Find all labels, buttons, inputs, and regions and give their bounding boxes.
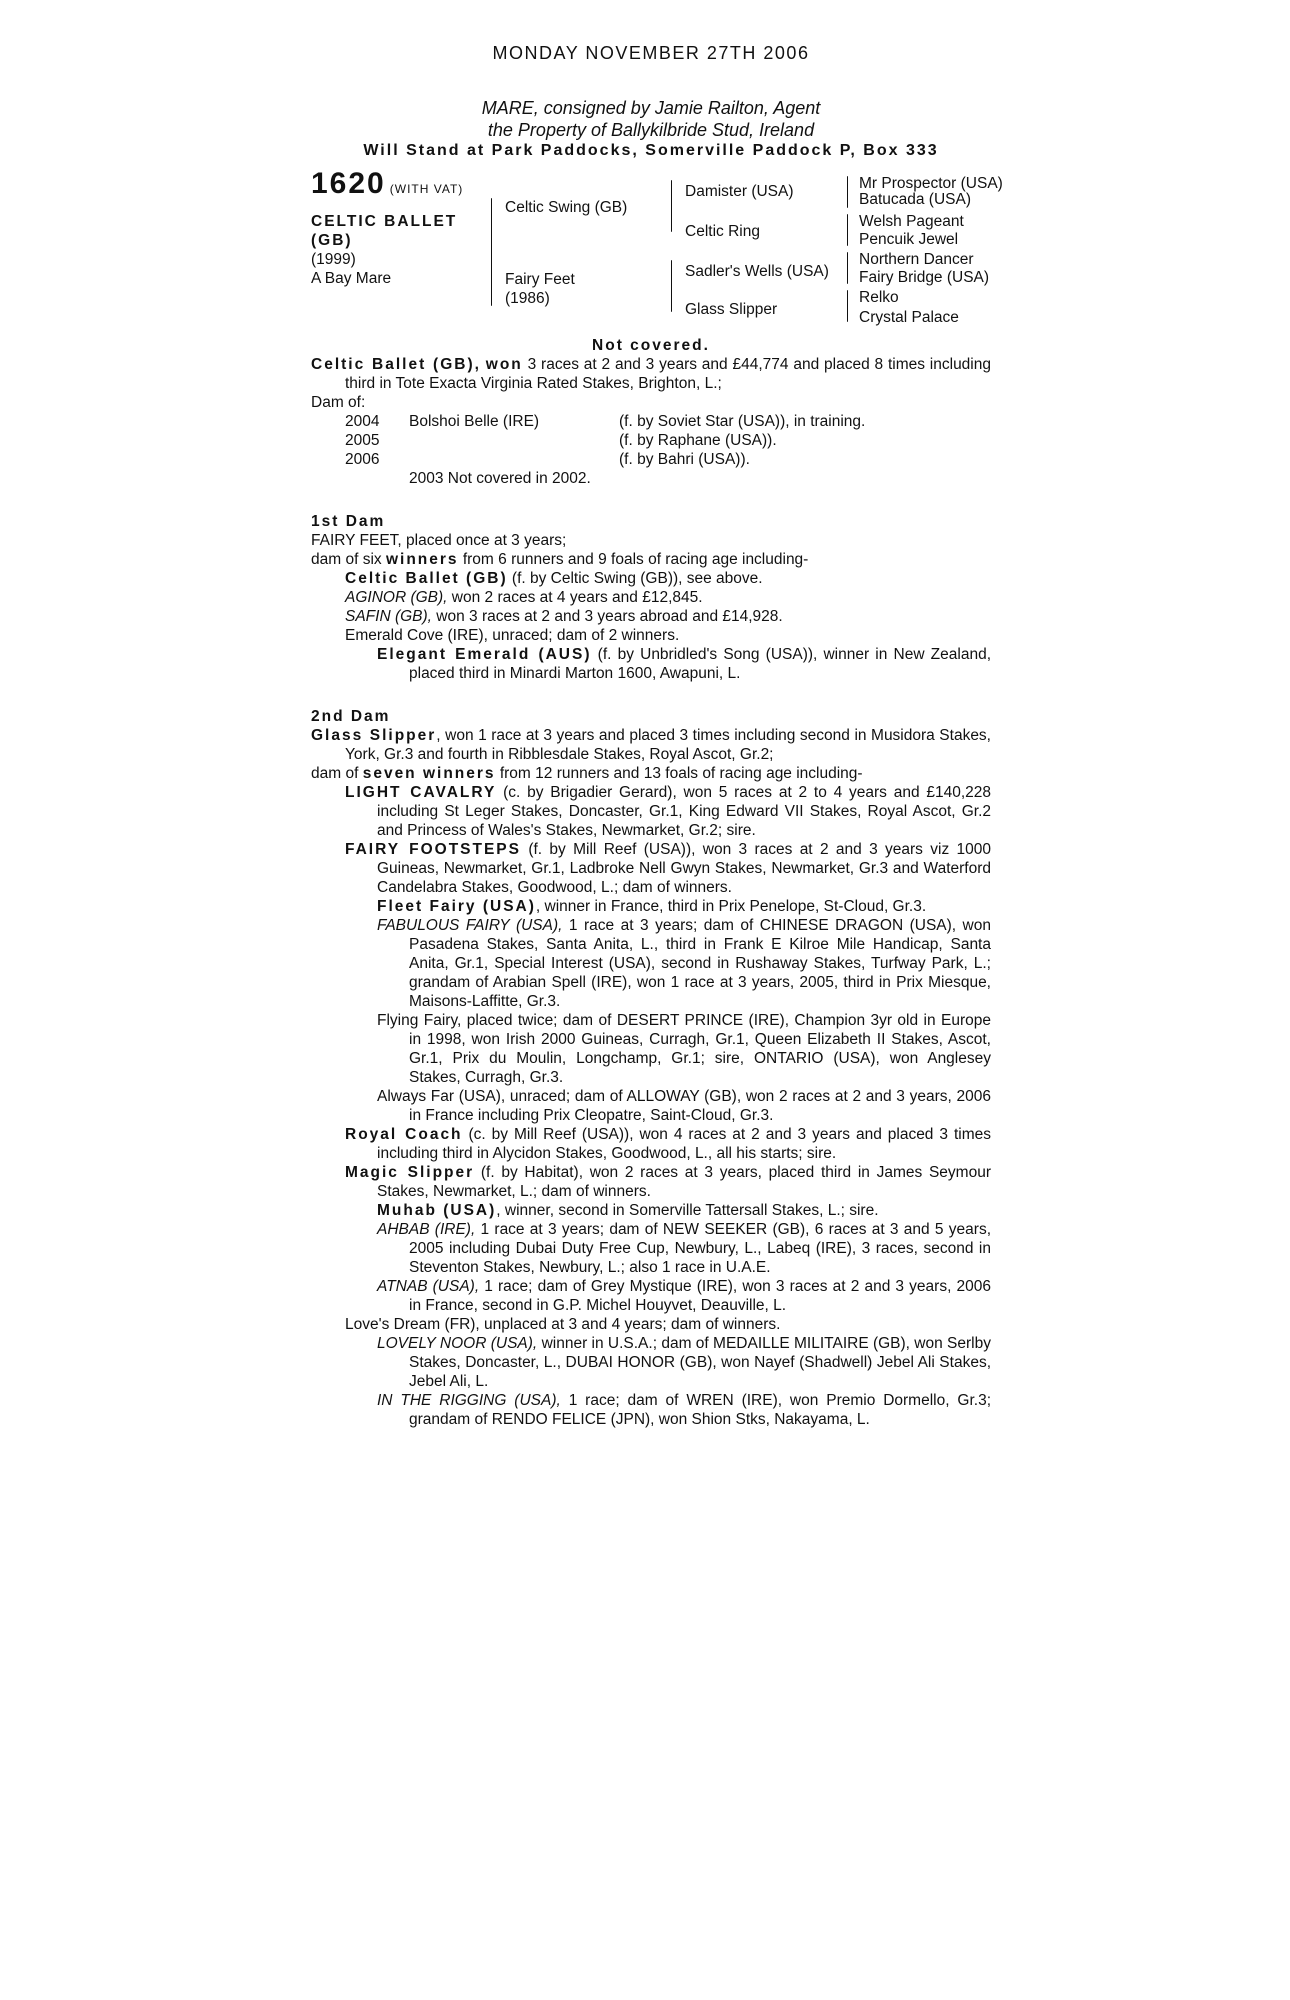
progeny-entry — [311, 1220, 991, 1277]
progeny-entry — [311, 569, 991, 588]
produce-row — [311, 431, 991, 450]
second-dam-produce — [311, 764, 991, 783]
gg-6: Fairy Bridge (USA) — [859, 269, 990, 286]
dam-year: (1986) — [505, 290, 550, 307]
progeny-entry: Flying Fairy, placed twice; dam of DESERT PRINCE (IRE), Champion 3yr old in Europe in 1998, won Irish 2000 Guineas, Curragh, Gr.1, Queen Elizabeth II Stakes, Ascot, Gr.1, Prix du Moulin, Longchamp, Gr.1; sire, ONTARIO (USA), won Anglesey Stakes, Curragh, Gr.3. — [377, 1012, 991, 1086]
second-dam-summary — [311, 726, 991, 764]
progeny-name: FAIRY FOOTSTEPS — [345, 841, 521, 858]
brace-g4 — [847, 290, 848, 322]
progeny-record: won 3 races at 2 and 3 years abroad and £14,928. — [431, 608, 783, 625]
progeny-entry — [311, 1201, 991, 1220]
brace-sire — [671, 180, 672, 232]
stand-line: Will Stand at Park Paddocks, Somerville Paddock P, Box 333 — [363, 142, 939, 159]
progeny-record: (c. by Mill Reef (USA)), won 4 races at 2 and 3 years and placed 3 times including third in Alycidon Stakes, Goodwood, L., all his starts; sire. — [377, 1126, 991, 1162]
text-part: dam of — [311, 765, 363, 782]
brace-g1 — [847, 176, 848, 208]
progeny-entry — [311, 840, 991, 897]
dam-dam: Glass Slipper — [685, 301, 778, 318]
progeny-name: LOVELY NOOR (USA), — [377, 1335, 538, 1352]
progeny-name: SAFIN (GB), — [345, 608, 432, 625]
winners-word: seven winners — [362, 765, 496, 782]
progeny-name: IN THE RIGGING (USA), — [377, 1392, 561, 1409]
dam-name: Glass Slipper — [311, 727, 437, 744]
property-line: the Property of Ballykilbride Stud, Ireland — [487, 120, 815, 140]
brace-dam — [671, 260, 672, 312]
produce-row — [311, 412, 991, 431]
progeny-entry — [311, 1334, 991, 1391]
progeny-name: Elegant Emerald (AUS) — [377, 646, 592, 663]
progeny-entry — [311, 1391, 991, 1429]
progeny-record: 1 race; dam of Grey Mystique (IRE), won 3 races at 2 and 3 years, 2006 in France, second in G.P. Michel Houyvet, Deauville, L. — [409, 1278, 991, 1314]
progeny-name: LIGHT CAVALRY — [345, 784, 497, 801]
pedigree-table — [311, 167, 1003, 334]
progeny-name: Royal Coach — [345, 1126, 463, 1143]
progeny-entry — [311, 1163, 991, 1201]
brace-g2 — [847, 214, 848, 246]
produce-year: 2004 — [345, 413, 380, 430]
progeny-record: won 2 races at 4 years and £12,845. — [447, 589, 703, 606]
sale-date: MONDAY NOVEMBER 27TH 2006 — [492, 43, 810, 63]
gg-2: Batucada (USA) — [859, 191, 971, 208]
produce-note: (f. by Bahri (USA)). — [619, 451, 750, 468]
progeny-record: 1 race at 3 years; dam of CHINESE DRAGON (USA), won Pasadena Stakes, Santa Anita, L., third in Frank E Kilroe Mile Handicap, Santa Anita, Gr.1, Special Interest (USA), second in Rushaway Stakes, Turfway Park, L.; grandam of Arabian Spell (IRE), won 1 race at 3 years, 2005, third in Prix Miesque, Maisons-Laffitte, Gr.3. — [409, 917, 991, 1010]
lot-number-line — [311, 167, 464, 200]
second-dam-heading: 2nd Dam — [311, 708, 391, 725]
sire-sire: Damister (USA) — [685, 183, 794, 200]
brace-g3 — [847, 252, 848, 284]
catalogue-page — [311, 43, 1003, 1429]
not-covered: Not covered. — [592, 337, 710, 354]
progeny-record: (f. by Unbridled's Song (USA)), winner in New Zealand, placed third in Minardi Marton 1600, Awapuni, L. — [409, 646, 992, 682]
gg-8: Crystal Palace — [859, 309, 959, 326]
progeny-record: , winner, second in Somerville Tattersall Stakes, L.; sire. — [496, 1202, 879, 1219]
horse-country: (GB) — [311, 232, 353, 249]
gg-7: Relko — [859, 289, 899, 306]
mare-summary — [311, 355, 991, 393]
mare-name: Celtic Ballet (GB), — [311, 356, 481, 373]
won-word: won — [485, 356, 523, 373]
progeny-record: , winner in France, third in Prix Penelope, St-Cloud, Gr.3. — [535, 898, 927, 915]
progeny-entry — [311, 783, 991, 840]
produce-row — [311, 450, 991, 469]
gg-5: Northern Dancer — [859, 251, 974, 268]
winners-word: winners — [385, 551, 459, 568]
produce-name — [409, 431, 619, 450]
horse-year: (1999) — [311, 251, 356, 268]
progeny-record: (f. by Mill Reef (USA)), won 3 races at 2 and 3 years viz 1000 Guineas, Newmarket, Gr.1, Ladbroke Nell Gwyn Stakes, Newmarket, Gr.3 and Waterford Candelabra Stakes, Goodwood, L.; dam of winners. — [377, 841, 992, 896]
dam-name: Fairy Feet — [505, 271, 575, 288]
lot-number: 1620 — [311, 167, 386, 200]
dam-sire: Sadler's Wells (USA) — [685, 263, 829, 280]
progeny-entry — [311, 1125, 991, 1163]
produce-year: 2005 — [345, 432, 380, 449]
progeny-entry — [311, 645, 991, 683]
sire-dam: Celtic Ring — [685, 223, 760, 240]
progeny-record: (c. by Brigadier Gerard), won 5 races at 2 to 4 years and £140,228 including St Leger Stakes, Doncaster, Gr.1, King Edward VII Stakes, Royal Ascot, Gr.2 and Princess of Wales's Stakes, Newmarket, Gr.2; sire. — [377, 784, 992, 839]
vat-note: (WITH VAT) — [389, 182, 464, 196]
progeny-entry — [311, 916, 991, 1011]
gg-3: Welsh Pageant — [859, 213, 964, 230]
mare-record: 3 races at 2 and 3 years and £44,774 and placed 8 times including third in Tote Exacta Virginia Rated Stakes, Brighton, L.; — [345, 356, 991, 392]
progeny-record: (f. by Habitat), won 2 races at 3 years, placed third in James Seymour Stakes, Newmarket, L.; dam of winners. — [377, 1164, 991, 1200]
first-dam-heading: 1st Dam — [311, 513, 386, 530]
progeny-name: Celtic Ballet (GB) — [345, 570, 508, 587]
progeny-record: winner in U.S.A.; dam of MEDAILLE MILITAIRE (GB), won Serlby Stakes, Doncaster, L., DUBAI HONOR (GB), won Nayef (Shadwell) Jebel Ali Stakes, Jebel Ali, L. — [409, 1335, 991, 1390]
progeny-entry: Emerald Cove (IRE), unraced; dam of 2 winners. — [345, 627, 680, 644]
progeny-name: AHBAB (IRE), — [377, 1221, 476, 1238]
produce-note: (f. by Soviet Star (USA)), in training. — [619, 413, 866, 430]
text-part: dam of six — [311, 551, 386, 568]
progeny-record: 1 race; dam of WREN (IRE), won Premio Dormello, Gr.3; grandam of RENDO FELICE (JPN), won Shion Stks, Nakayama, L. — [409, 1392, 992, 1428]
progeny-name: Fleet Fairy (USA) — [377, 898, 536, 915]
dam-of-label: Dam of: — [311, 394, 366, 411]
produce-year: 2006 — [345, 451, 380, 468]
gg-4: Pencuik Jewel — [859, 231, 959, 248]
produce-note: (f. by Raphane (USA)). — [619, 432, 777, 449]
progeny-entry — [311, 1277, 991, 1315]
first-dam-line: FAIRY FEET, placed once at 3 years; — [311, 532, 567, 549]
progeny-name: Magic Slipper — [345, 1164, 475, 1181]
gg-1: Mr Prospector (USA) — [859, 175, 1003, 192]
produce-footnote: 2003 Not covered in 2002. — [409, 470, 591, 487]
progeny-entry: Always Far (USA), unraced; dam of ALLOWAY (GB), won 2 races at 2 and 3 years, 2006 in France including Prix Cleopatre, Saint-Cloud, Gr.3. — [377, 1088, 991, 1124]
produce-name: Bolshoi Belle (IRE) — [409, 413, 540, 430]
first-dam-summary — [311, 550, 991, 569]
progeny-entry — [311, 607, 991, 626]
horse-name: CELTIC BALLET — [311, 213, 458, 230]
progeny-name: AGINOR (GB), — [345, 589, 448, 606]
dam-record: , won 1 race at 3 years and placed 3 times including second in Musidora Stakes, York, Gr.3 and fourth in Ribblesdale Stakes, Royal Ascot, Gr.2; — [345, 727, 991, 763]
progeny-entry — [311, 588, 991, 607]
progeny-entry — [311, 897, 991, 916]
brace-parents — [491, 198, 492, 306]
horse-description: A Bay Mare — [311, 270, 392, 287]
progeny-record: 1 race at 3 years; dam of NEW SEEKER (GB), 6 races at 3 and 5 years, 2005 including Dubai Duty Free Cup, Newbury, L., Labeq (IRE), 3 races, second in Steventon Stakes, Newbury, L.; also 1 race in U.A.E. — [409, 1221, 991, 1276]
text-part: from 6 runners and 9 foals of racing age including- — [458, 551, 809, 568]
progeny-name: ATNAB (USA), — [377, 1278, 480, 1295]
progeny-name: FABULOUS FAIRY (USA), — [377, 917, 563, 934]
sire: Celtic Swing (GB) — [505, 199, 628, 216]
produce-name — [409, 450, 619, 469]
progeny-record: (f. by Celtic Swing (GB)), see above. — [507, 570, 763, 587]
text-part: from 12 runners and 13 foals of racing age including- — [495, 765, 863, 782]
progeny-name: Muhab (USA) — [377, 1202, 497, 1219]
progeny-entry: Love's Dream (FR), unplaced at 3 and 4 years; dam of winners. — [345, 1316, 781, 1333]
consignor-line: MARE, consigned by Jamie Railton, Agent — [481, 98, 821, 118]
